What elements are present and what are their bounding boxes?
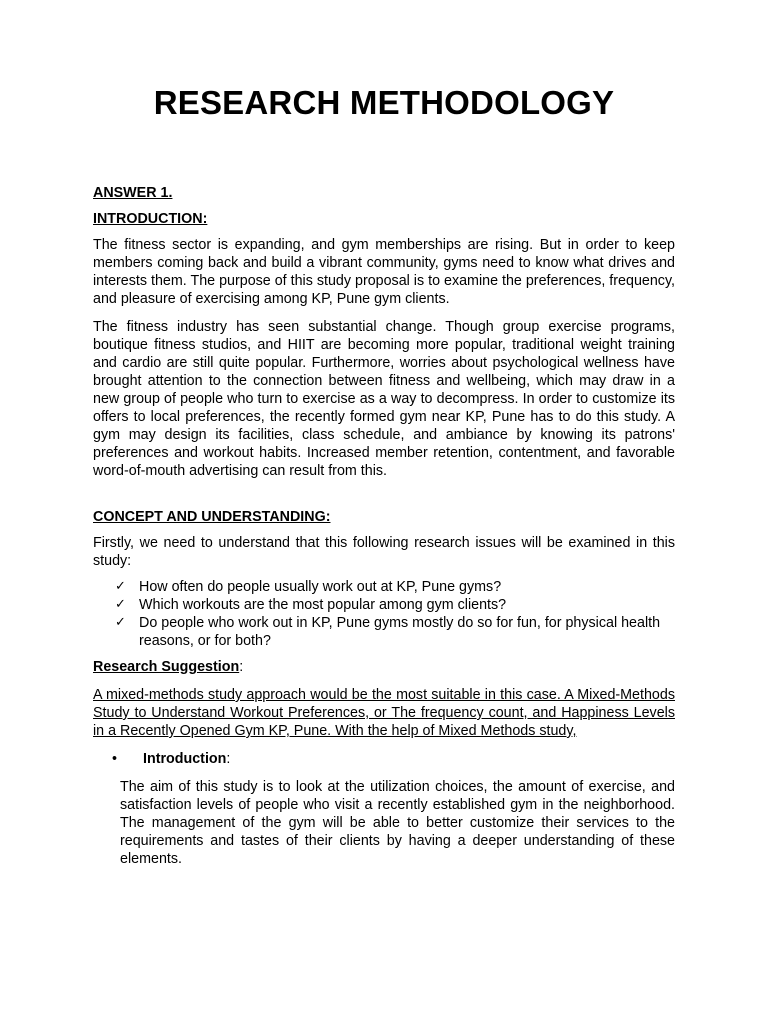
question-text: How often do people usually work out at KP, Pune gyms? bbox=[139, 579, 502, 595]
research-suggestion-colon: : bbox=[239, 659, 244, 675]
document-body bbox=[93, 184, 675, 868]
concept-intro: Firstly, we need to understand that this following research issues will be examined in this study: bbox=[93, 535, 675, 569]
checkmark-icon: ✓ bbox=[115, 597, 126, 612]
sub-introduction-heading bbox=[93, 750, 675, 768]
research-questions-list bbox=[93, 578, 675, 650]
sub-introduction-label: Introduction bbox=[143, 751, 227, 767]
sub-introduction-colon: : bbox=[226, 751, 231, 767]
introduction-paragraph-2: The fitness industry has seen substantial change. Though group exercise programs, boutique fitness studios, and HIIT are becoming more popular, traditional weight training and cardio are still quite popular. Furthermore, worries about psychological wellness have brought attention to the connection between fitness and wellbeing, which may draw in a new group of people who turn to exercise as a way to decompress. In order to customize its offers to local preferences, the recently formed gym near KP, Pune has to do this study. A gym may design its facilities, class schedule, and ambiance by knowing its patrons' preferences and workout habits. Increased member retention, contentment, and favorable word-of-mouth advertising can result from this. bbox=[93, 319, 675, 479]
list-item bbox=[115, 596, 675, 614]
introduction-heading: INTRODUCTION: bbox=[93, 211, 208, 227]
research-suggestion-text: A mixed-methods study approach would be the most suitable in this case. A Mixed-Methods Study to Understand Workout Preferences, or The frequency count, and Happiness Levels in a Recently Opened Gym KP, Pune. With the help of Mixed Methods study, bbox=[93, 687, 675, 739]
answer-heading: ANSWER 1. bbox=[93, 185, 173, 201]
research-suggestion-heading bbox=[93, 658, 675, 676]
list-item bbox=[115, 614, 675, 650]
concept-heading: CONCEPT AND UNDERSTANDING: bbox=[93, 509, 331, 525]
checkmark-icon: ✓ bbox=[115, 615, 126, 630]
sub-introduction-text: The aim of this study is to look at the utilization choices, the amount of exercise, and satisfaction levels of people who visit a recently established gym in the neighborhood. The management of the gym will be able to better customize their services to the requirements and tastes of their clients by having a deeper understanding of these elements. bbox=[120, 779, 675, 867]
introduction-paragraph-1: The fitness sector is expanding, and gym memberships are rising. But in order to keep members coming back and build a vibrant community, gyms need to know what drives and interests them. The purpose of this study proposal is to examine the preferences, frequency, and pleasure of exercising among KP, Pune gym clients. bbox=[93, 237, 675, 307]
question-text: Which workouts are the most popular among gym clients? bbox=[139, 597, 507, 613]
bullet-icon: • bbox=[112, 751, 118, 767]
question-text: Do people who work out in KP, Pune gyms mostly do so for fun, for physical health reasons, or for both? bbox=[139, 615, 661, 649]
document-title: RESEARCH METHODOLOGY bbox=[153, 84, 615, 121]
research-suggestion-label: Research Suggestion bbox=[93, 659, 240, 675]
checkmark-icon: ✓ bbox=[115, 579, 126, 594]
list-item bbox=[115, 578, 675, 596]
